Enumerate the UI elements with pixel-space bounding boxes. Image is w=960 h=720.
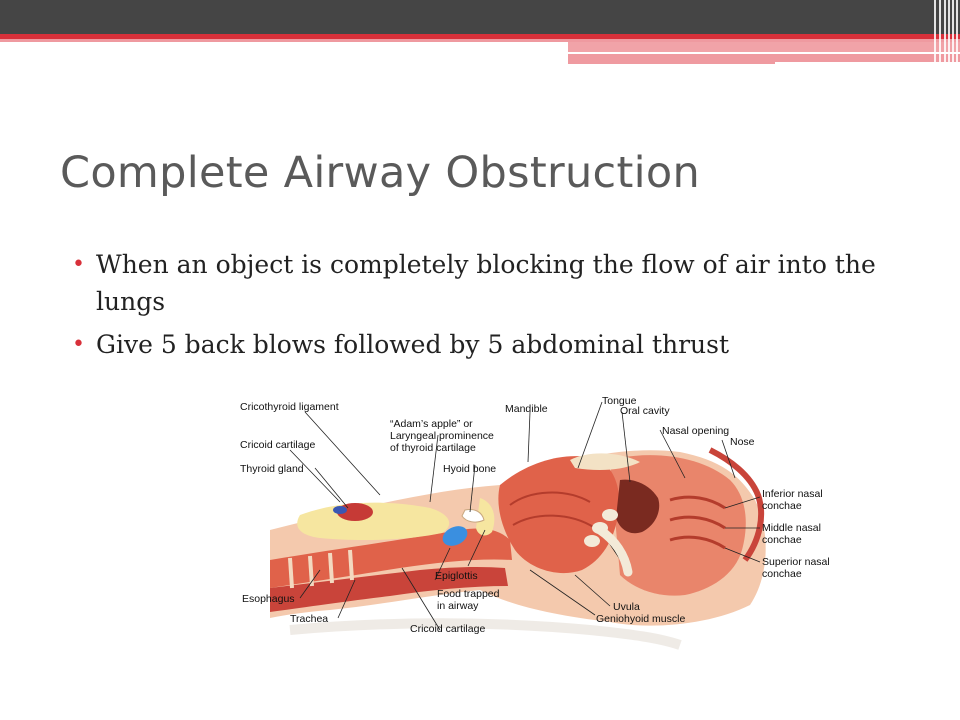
label-cricoid-cartilage-bottom: Cricoid cartilage bbox=[410, 623, 486, 635]
label-food-trapped-2: in airway bbox=[437, 600, 479, 612]
header-stripes bbox=[930, 0, 960, 64]
label-mandible: Mandible bbox=[505, 403, 548, 415]
label-esophagus: Esophagus bbox=[242, 593, 295, 605]
bullet-item bbox=[72, 246, 892, 320]
label-inferior-nasal: Inferior nasal bbox=[762, 488, 823, 500]
label-adams-apple: “Adam’s apple” or bbox=[390, 418, 473, 430]
label-adams-apple-3: of thyroid cartilage bbox=[390, 442, 476, 454]
bullet-text: When an object is completely blocking the flow of air into the lungs bbox=[96, 250, 876, 316]
bullet-text: Give 5 back blows followed by 5 abdominal thrust bbox=[96, 330, 730, 359]
label-nasal-opening: Nasal opening bbox=[662, 425, 730, 437]
label-epiglottis: Epiglottis bbox=[435, 570, 478, 582]
label-adams-apple-2: Laryngeal prominence bbox=[390, 430, 494, 442]
label-nose: Nose bbox=[730, 436, 755, 448]
anatomy-illustration bbox=[270, 450, 766, 645]
bullet-item bbox=[72, 326, 892, 363]
bullet-dot: • bbox=[72, 252, 85, 277]
label-food-trapped: Food trapped bbox=[437, 588, 500, 600]
label-hyoid-bone: Hyoid bone bbox=[443, 463, 497, 475]
label-oral-cavity: Oral cavity bbox=[620, 405, 670, 417]
bullet-list bbox=[72, 246, 892, 369]
airway-anatomy-diagram bbox=[230, 390, 950, 720]
label-uvula: Uvula bbox=[613, 601, 640, 613]
label-thyroid-gland: Thyroid gland bbox=[240, 463, 304, 475]
label-geniohyoid-muscle: Geniohyoid muscle bbox=[596, 613, 686, 625]
label-superior-nasal-2: conchae bbox=[762, 568, 802, 580]
header-bar bbox=[0, 0, 960, 34]
label-middle-nasal-2: conchae bbox=[762, 534, 802, 546]
bullet-dot: • bbox=[72, 332, 85, 357]
label-cricoid-cartilage-top: Cricoid cartilage bbox=[240, 439, 316, 451]
label-inferior-nasal-2: conchae bbox=[762, 500, 802, 512]
label-tongue: Tongue bbox=[602, 395, 637, 407]
label-trachea: Trachea bbox=[290, 613, 329, 625]
label-middle-nasal: Middle nasal bbox=[762, 522, 821, 534]
slide-title: Complete Airway Obstruction bbox=[60, 148, 701, 198]
header-pink-bar bbox=[568, 42, 960, 52]
label-cricothyroid-ligament: Cricothyroid ligament bbox=[240, 401, 339, 413]
label-superior-nasal: Superior nasal bbox=[762, 556, 830, 568]
